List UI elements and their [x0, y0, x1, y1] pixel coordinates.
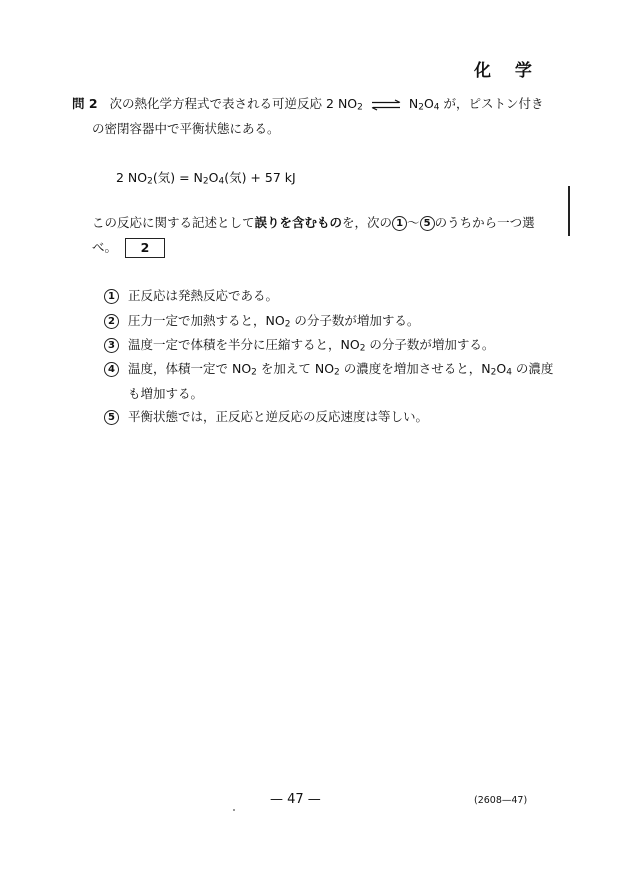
equation-right-b: (気) + 57 kJ [224, 170, 296, 185]
option-text-c: の濃度を増加させると，N [339, 361, 491, 376]
equation-right-sub2: 4 [218, 176, 225, 187]
intro-text-d: が，ピストン付き [439, 96, 544, 111]
instruction-text-c: のうちから一つ選 [434, 215, 535, 230]
equation-right-a: O [208, 170, 219, 185]
instruction-line1 [92, 215, 535, 231]
option-number: 1 [104, 289, 119, 304]
option-number: 4 [104, 362, 119, 377]
option-text-d: O [496, 361, 507, 376]
option-text-a: 温度一定で体積を半分に圧縮すると，NO [128, 337, 360, 352]
option-sub-c: 2 [490, 367, 497, 378]
question-intro-line2: の密閉容器中で平衡状態にある。 [92, 121, 280, 136]
equation-left-b: (気) = N [152, 170, 203, 185]
thermochemical-equation [116, 168, 296, 186]
equation-left-a: 2 NO [116, 170, 148, 185]
option-text: 平衡状態では，正反応と逆反応の反応速度は等しい。 [128, 409, 429, 424]
instruction-line2 [92, 238, 165, 258]
equation-left-sub: 2 [147, 176, 153, 187]
intro-text-b: N [408, 96, 419, 111]
page-number: — 47 — [270, 792, 321, 807]
option-number: 3 [104, 338, 119, 353]
option-text-b: を加えて NO [256, 361, 335, 376]
intro-sub-b: 2 [418, 102, 424, 113]
option-text [128, 361, 553, 377]
option-text-e: の濃度 [511, 361, 554, 376]
instruction-end: べ。 [92, 239, 118, 255]
intro-text-a: 次の熱化学方程式で表される可逆反応 2 NO [109, 96, 358, 111]
option-number: 2 [104, 314, 119, 329]
intro-sub-a: 2 [357, 102, 363, 113]
question-label: 問 2 [72, 96, 98, 111]
equilibrium-arrows-icon [370, 99, 402, 111]
option-text-a: 圧力一定で加熱すると，NO [128, 313, 285, 328]
scan-speck [233, 809, 235, 811]
equation-right-sub1: 2 [202, 176, 209, 187]
instruction-text-b: を，次の [342, 215, 393, 230]
option-text-b: の分子数が増加する。 [365, 337, 495, 352]
instruction-text-a: この反応に関する記述として [92, 215, 255, 230]
question-intro-line1 [72, 96, 544, 112]
option-sub-b: 2 [334, 367, 340, 378]
margin-bar [568, 186, 570, 236]
option-4-line2: も増加する。 [128, 386, 204, 401]
range-start-number: 1 [392, 216, 407, 231]
intro-text-c: O [423, 96, 434, 111]
subject-title: 化 学 [474, 61, 541, 81]
document-code: (2608—47) [474, 795, 528, 806]
answer-box: 2 [125, 238, 165, 258]
intro-sub-c: 4 [433, 102, 440, 113]
option-sub: 2 [284, 319, 291, 330]
option-text-b: の分子数が増加する。 [290, 313, 420, 328]
option-text [128, 337, 494, 353]
option-number: 5 [104, 410, 119, 425]
option-text: 正反応は発熱反応である。 [128, 288, 279, 303]
range-tilde: ～ [407, 215, 420, 230]
option-sub-a: 2 [251, 367, 257, 378]
range-end-number: 5 [420, 216, 435, 231]
option-sub-d: 4 [506, 367, 512, 378]
option-text-a: 温度，体積一定で NO [128, 361, 252, 376]
option-text [128, 313, 419, 329]
option-sub: 2 [359, 343, 366, 354]
instruction-emphasis: 誤りを含むもの [254, 215, 343, 230]
